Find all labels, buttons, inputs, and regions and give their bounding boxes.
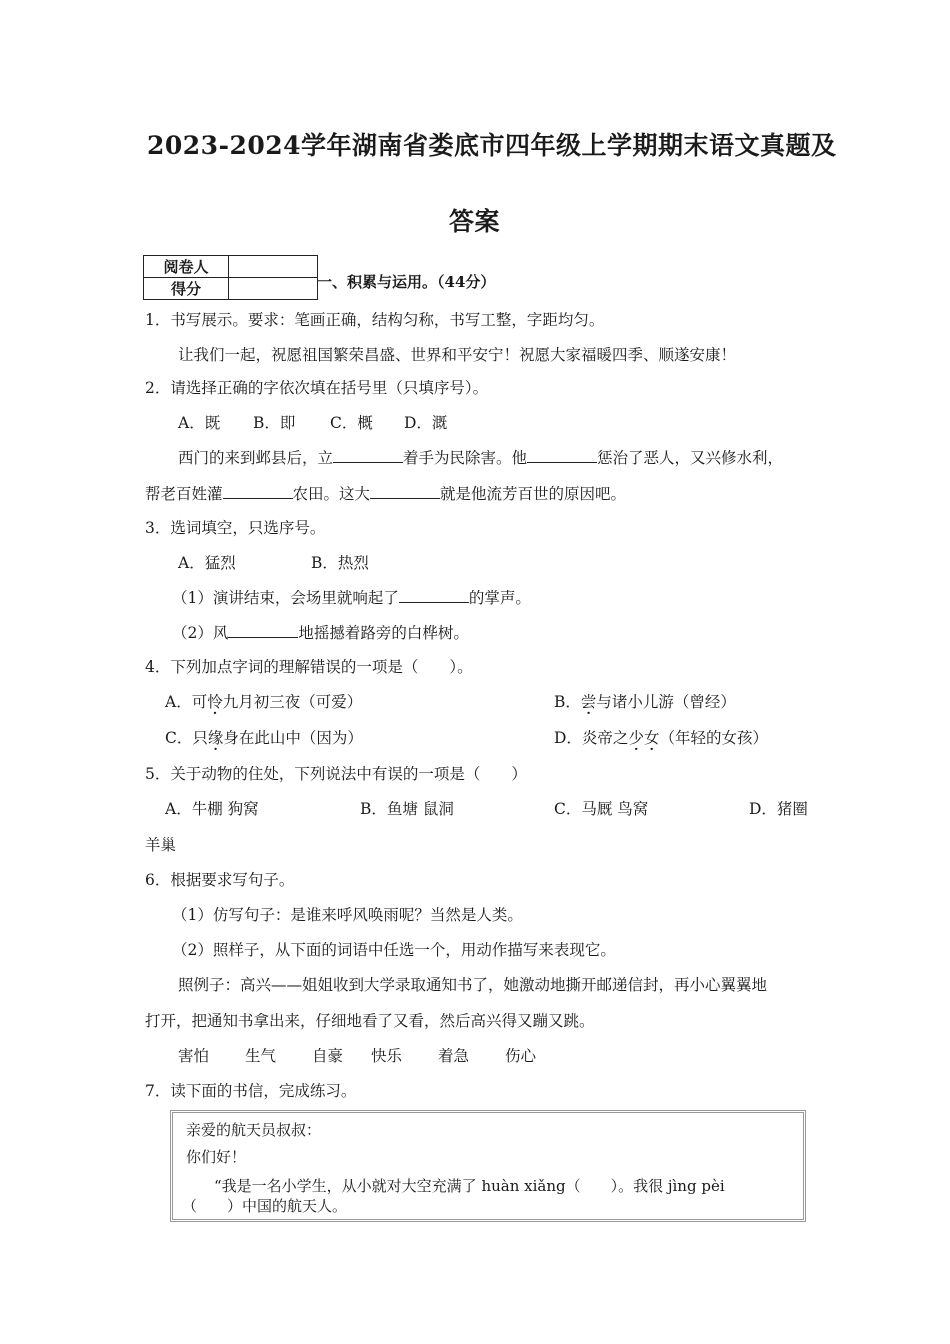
q3-sentence-2	[172, 623, 469, 643]
q6-word-4: 快乐	[371, 1047, 403, 1065]
q4-option-c	[165, 728, 363, 748]
q6-sub-1: （1）仿写句子：是谁来呼风唤雨呢？当然是人类。	[172, 906, 523, 924]
q5-option-d: D．猪圈	[749, 800, 808, 818]
q1-stem: 1．书写展示。要求：笔画正确，结构匀称，书写工整，字距均匀。	[145, 311, 605, 329]
score-label: 得分	[144, 278, 229, 300]
page-title-cont: 答案	[449, 207, 501, 236]
q4-b-pre: B．	[554, 693, 581, 711]
q4-c-dotted: 缘	[207, 729, 224, 747]
q4-d-dotted-2: 女	[643, 729, 660, 747]
q4-d-post: （年轻的女孩）	[659, 729, 768, 747]
q4-a-dotted: 怜	[207, 693, 223, 711]
q2-p1-b: 着手为民除害。他	[403, 449, 528, 467]
q3-s1-b: 的掌声。	[468, 589, 531, 607]
q2-option-b: B．即	[253, 414, 296, 432]
q4-c-post: 身在此山中（因为）	[223, 729, 363, 747]
score-table	[143, 255, 318, 300]
q3-s2-a: （2）风	[172, 624, 229, 642]
q6-example-line2: 打开，把通知书拿出来，仔细地看了又看，然后高兴得又蹦又跳。	[145, 1012, 595, 1030]
q6-stem: 6．根据要求写句子。	[145, 871, 295, 889]
q7-stem: 7．读下面的书信，完成练习。	[145, 1082, 357, 1100]
q2-option-d: D．溉	[404, 414, 448, 432]
q4-c-pre: C．只	[165, 729, 208, 747]
q2-stem: 2．请选择正确的字依次填在括号里（只填序号）。	[145, 379, 489, 397]
q3-s1-a: （1）演讲结束，会场里就响起了	[172, 589, 399, 607]
q4-option-d	[554, 728, 768, 748]
q6-sub-2: （2）照样子，从下面的词语中任选一个，用动作描写来表现它。	[172, 941, 616, 959]
q3-stem: 3．选词填空，只选序号。	[145, 519, 326, 537]
q4-d-dotted-1: 少	[628, 729, 644, 747]
q6-word-1: 害怕	[178, 1047, 210, 1065]
q5-option-c: C．马厩 鸟窝	[554, 800, 649, 818]
q2-option-a: A．既	[178, 414, 221, 432]
reviewer-cell[interactable]	[229, 256, 318, 278]
q4-option-a	[165, 692, 362, 712]
q2-p1-c: 惩治了恶人，又兴修水利，	[597, 449, 784, 467]
q3-blank-1[interactable]	[399, 588, 469, 603]
q3-sentence-1	[172, 588, 531, 608]
q1-text: 让我们一起，祝愿祖国繁荣昌盛、世界和平安宁！祝愿大家福暖四季、顺遂安康！	[178, 346, 737, 364]
q2-p2-c: 就是他流芳百世的原因吧。	[440, 485, 627, 503]
section-heading: 一、积累与运用。（44分）	[317, 273, 496, 291]
q2-passage-line1	[178, 448, 783, 468]
q2-option-c: C．概	[330, 414, 373, 432]
q6-word-6: 伤心	[505, 1047, 537, 1065]
q5-option-d-cont: 羊巢	[145, 836, 177, 854]
q3-s2-b: 地摇撼着路旁的白桦树。	[298, 624, 469, 642]
q2-p2-b: 农田。这大	[292, 485, 371, 503]
q5-option-b: B．鱼塘 鼠洞	[360, 800, 454, 818]
q3-option-b: B．热烈	[311, 554, 369, 572]
q6-word-5: 着急	[438, 1047, 470, 1065]
q2-blank-4[interactable]	[370, 484, 440, 499]
q5-option-a: A．牛棚 狗窝	[165, 800, 259, 818]
q4-a-pre: A．可	[165, 693, 208, 711]
letter-line-1: “我是一名小学生，从小就对大空充满了 huàn xiǎng（ ）。我很 jìng pèi	[214, 1177, 725, 1195]
reviewer-label: 阅卷人	[144, 256, 229, 278]
q3-option-a: A．猛烈	[178, 554, 236, 572]
q2-blank-3[interactable]	[223, 484, 293, 499]
q6-example-line1: 照例子：高兴——姐姐收到大学录取通知书了，她激动地撕开邮递信封，再小心翼翼地	[178, 976, 768, 994]
q4-b-dotted: 尝	[580, 693, 597, 711]
q4-option-b	[554, 692, 736, 712]
letter-line-2: （ ）中国的航天人。	[182, 1197, 348, 1215]
q2-passage-line2	[145, 484, 626, 504]
q2-p1-a: 西门的来到邺县后，立	[178, 449, 334, 467]
letter-greeting: 亲爱的航天员叔叔：	[186, 1121, 322, 1139]
q2-blank-1[interactable]	[333, 448, 403, 463]
q6-word-3: 自豪	[312, 1047, 344, 1065]
page-title: 2023-2024学年湖南省娄底市四年级上学期期末语文真题及	[147, 131, 837, 160]
letter-hello: 你们好！	[186, 1148, 247, 1166]
q5-stem: 5．关于动物的住处，下列说法中有误的一项是（ ）	[145, 765, 527, 783]
q2-blank-2[interactable]	[527, 448, 597, 463]
score-cell[interactable]	[229, 278, 318, 300]
q4-stem: 4．下列加点字词的理解错误的一项是（ ）。	[145, 658, 473, 676]
q2-p2-a: 帮老百姓灌	[145, 485, 223, 503]
q4-a-post: 九月初三夜（可爱）	[222, 693, 363, 711]
q6-word-2: 生气	[245, 1047, 277, 1065]
q3-blank-2[interactable]	[228, 623, 298, 638]
q4-d-pre: D．炎帝之	[554, 729, 629, 747]
q4-b-post: 与诸小儿游（曾经）	[596, 693, 736, 711]
